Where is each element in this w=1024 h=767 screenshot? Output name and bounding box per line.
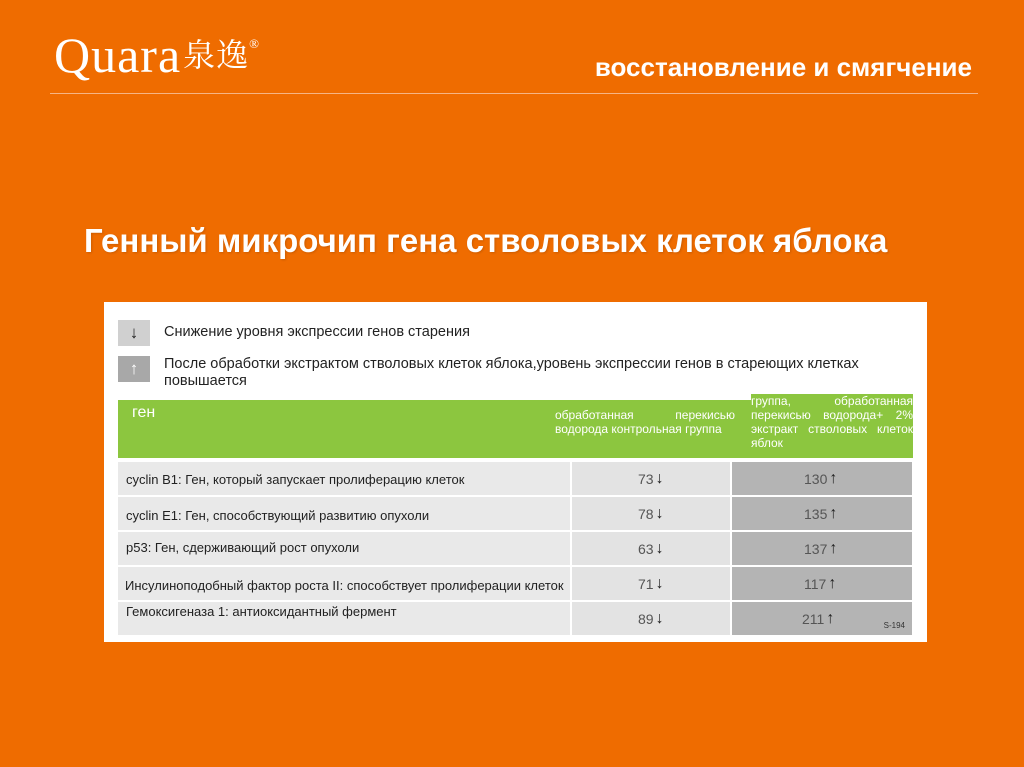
slide-title: Генный микрочип гена стволовых клеток яблока <box>84 222 888 259</box>
table-row <box>118 497 913 530</box>
up-arrow-icon: ↑ <box>829 505 838 522</box>
control-cell <box>572 497 730 530</box>
table-row <box>118 567 913 600</box>
gene-cell <box>118 497 570 530</box>
control-value: 89 <box>638 611 654 627</box>
gene-name: cyclin E1: Ген, способствующий развитию опухоли <box>126 508 430 523</box>
brand-logo <box>54 27 261 83</box>
slide-subtitle: восстановление и смягчение <box>594 52 972 82</box>
treated-value: 211 <box>802 611 825 627</box>
treated-value: 117 <box>804 576 827 592</box>
table-row <box>118 602 913 635</box>
gene-cell <box>118 532 570 565</box>
treated-cell <box>732 462 912 495</box>
treated-cell <box>732 602 912 635</box>
down-arrow-icon: ↓ <box>655 505 664 522</box>
down-arrow-icon: ↓ <box>655 540 664 557</box>
registered-mark: ® <box>249 36 261 51</box>
control-value: 73 <box>638 471 654 487</box>
treated-cell <box>732 497 912 530</box>
down-arrow-icon: ↓ <box>655 610 664 627</box>
control-cell <box>572 462 730 495</box>
control-value: 78 <box>638 506 654 522</box>
gene-name: cyclin B1: Ген, который запускает пролиферацию клеток <box>126 472 465 487</box>
down-arrow-icon: ↓ <box>655 575 664 592</box>
gene-name: Инсулиноподобный фактор роста II: способствует пролиферации клеток <box>125 578 564 593</box>
control-cell <box>572 602 730 635</box>
gene-name: p53: Ген, сдерживающий рост опухоли <box>126 540 360 555</box>
up-arrow-icon: ↑ <box>118 356 150 382</box>
treated-value: 135 <box>804 506 828 522</box>
control-cell <box>572 567 730 600</box>
up-arrow-icon: ↑ <box>829 470 838 487</box>
treated-cell <box>732 567 912 600</box>
header-divider <box>50 93 978 94</box>
brand-chinese: 泉逸 <box>183 37 250 73</box>
treated-cell <box>732 532 912 565</box>
control-value: 63 <box>638 541 654 557</box>
legend-up-text: После обработки экстрактом стволовых клеток яблока,уровень экспрессии генов в стареющих клетках повышается <box>164 356 859 389</box>
table-row <box>118 462 913 495</box>
brand-name: Quara <box>54 27 182 83</box>
table-header <box>118 394 913 458</box>
treated-value: 130 <box>804 471 828 487</box>
header-control-group: обработанная перекисью водорода контрольная группа <box>555 408 735 436</box>
up-arrow-icon: ↑ <box>826 610 835 627</box>
treated-value: 137 <box>804 541 828 557</box>
up-arrow-icon: ↑ <box>828 575 837 592</box>
slide-code: S-194 <box>883 621 905 630</box>
down-arrow-icon: ↓ <box>118 320 150 346</box>
down-arrow-icon: ↓ <box>655 470 664 487</box>
header-gene: ген <box>132 404 156 421</box>
up-arrow-icon: ↑ <box>829 540 838 557</box>
control-cell <box>572 532 730 565</box>
header-treated-group: группа, обработанная перекисью водорода+ 2% экстракт стволовых клеток яблок <box>751 394 913 450</box>
gene-cell <box>118 602 570 635</box>
gene-name: Гемоксигеназа 1: антиоксидантный фермент <box>126 604 397 619</box>
legend-down-text: Снижение уровня экспрессии генов старения <box>164 324 470 340</box>
control-value: 71 <box>638 576 654 592</box>
gene-chip-table-panel <box>104 302 927 642</box>
table-row <box>118 532 913 565</box>
gene-cell <box>118 567 570 600</box>
gene-cell <box>118 462 570 495</box>
